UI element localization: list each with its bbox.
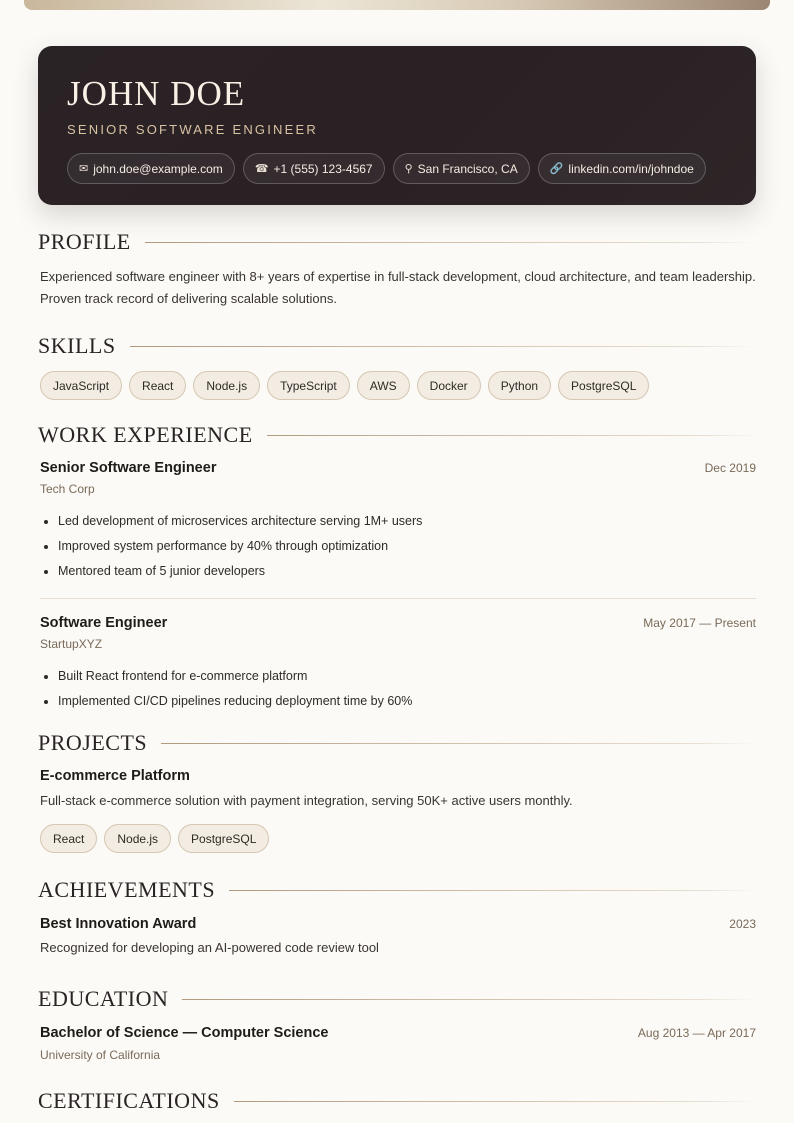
skill-tag: PostgreSQL bbox=[558, 371, 649, 400]
job-title: Senior Software Engineer bbox=[40, 460, 217, 476]
job-title: Software Engineer bbox=[40, 615, 168, 631]
skill-tag: TypeScript bbox=[267, 371, 350, 400]
skill-tag: Python bbox=[488, 371, 551, 400]
job-date: May 2017 — Present bbox=[643, 616, 756, 630]
skill-tag: Docker bbox=[417, 371, 481, 400]
contact-text: john.doe@example.com bbox=[93, 161, 223, 176]
job-bullets bbox=[38, 664, 756, 714]
achievement-entry bbox=[38, 916, 756, 959]
tech-tag: PostgreSQL bbox=[178, 824, 269, 853]
section-title: ACHIEVEMENTS bbox=[38, 877, 216, 902]
link-icon: 🔗 bbox=[549, 163, 564, 175]
education-entry bbox=[38, 1025, 756, 1062]
phone-icon: ☎ bbox=[254, 163, 269, 175]
school-name: University of California bbox=[40, 1048, 161, 1062]
job-entry bbox=[38, 615, 756, 714]
section-divider bbox=[145, 242, 756, 243]
contact-text: +1 (555) 123-4567 bbox=[273, 161, 373, 176]
achievement-date: 2023 bbox=[729, 917, 756, 931]
job-bullet: • Led development of microservices architecture serving 1M+ users bbox=[58, 509, 756, 534]
top-accent-bar bbox=[24, 0, 770, 10]
section-divider bbox=[182, 999, 756, 1000]
contact-text: linkedin.com/in/johndoe bbox=[568, 161, 694, 176]
section-divider bbox=[234, 1101, 756, 1102]
section-title: EDUCATION bbox=[38, 986, 169, 1011]
contact-text: San Francisco, CA bbox=[417, 161, 518, 176]
job-entry bbox=[38, 460, 756, 599]
job-bullet: • Implemented CI/CD pipelines reducing deployment time by 60% bbox=[58, 689, 756, 714]
section-divider bbox=[267, 435, 756, 436]
job-bullets bbox=[38, 509, 756, 584]
project-tags bbox=[38, 824, 756, 853]
certifications-section bbox=[38, 1088, 756, 1114]
job-date: Dec 2019 bbox=[704, 461, 756, 475]
location-pin-icon: ⚲ bbox=[404, 163, 413, 175]
education-date: Aug 2013 — Apr 2017 bbox=[637, 1026, 756, 1040]
skill-tags bbox=[38, 371, 756, 400]
skills-section bbox=[38, 333, 756, 400]
contact-location[interactable] bbox=[393, 153, 530, 184]
project-description: Full-stack e-commerce solution with payment integration, serving 50K+ active users monthly. bbox=[40, 793, 573, 808]
profile-section bbox=[38, 229, 756, 310]
skill-tag: React bbox=[129, 371, 186, 400]
job-bullet: • Mentored team of 5 junior developers bbox=[58, 559, 756, 584]
contact-linkedin[interactable] bbox=[538, 153, 706, 184]
job-bullet: • Built React frontend for e-commerce platform bbox=[58, 664, 756, 689]
section-divider bbox=[161, 743, 756, 744]
achievements-section bbox=[38, 877, 756, 959]
section-title: PROFILE bbox=[38, 229, 131, 254]
mail-icon: ✉ bbox=[79, 163, 89, 175]
candidate-name: JOHN DOE bbox=[67, 74, 246, 113]
section-divider bbox=[229, 890, 756, 891]
degree-title: Bachelor of Science — Computer Science bbox=[40, 1025, 329, 1041]
tech-tag: React bbox=[40, 824, 97, 853]
entry-divider bbox=[40, 598, 756, 599]
section-title: SKILLS bbox=[38, 333, 116, 358]
job-bullet: • Improved system performance by 40% through optimization bbox=[58, 534, 756, 559]
achievement-description: Recognized for developing an AI-powered code review tool bbox=[40, 940, 379, 955]
education-section bbox=[38, 986, 756, 1062]
skill-tag: Node.js bbox=[193, 371, 260, 400]
achievement-title: Best Innovation Award bbox=[40, 916, 197, 932]
section-title: PROJECTS bbox=[38, 730, 148, 755]
contact-email[interactable] bbox=[67, 153, 235, 184]
project-title: E-commerce Platform bbox=[40, 768, 190, 784]
tech-tag: Node.js bbox=[104, 824, 171, 853]
job-company: StartupXYZ bbox=[40, 637, 103, 651]
resume-header bbox=[38, 46, 756, 205]
skill-tag: AWS bbox=[357, 371, 410, 400]
section-divider bbox=[130, 346, 756, 347]
job-company: Tech Corp bbox=[40, 482, 95, 496]
candidate-role: SENIOR SOFTWARE ENGINEER bbox=[67, 122, 318, 137]
section-title: WORK EXPERIENCE bbox=[38, 422, 253, 447]
experience-section bbox=[38, 422, 756, 714]
contact-list bbox=[67, 153, 727, 184]
contact-phone[interactable] bbox=[243, 153, 385, 184]
project-entry bbox=[38, 768, 756, 853]
profile-summary: Experienced software engineer with 8+ years of expertise in full-stack development, cloud architecture, and team leadership. Proven track record of delivering scalable solutions. bbox=[40, 269, 756, 306]
projects-section bbox=[38, 730, 756, 853]
skill-tag: JavaScript bbox=[40, 371, 122, 400]
section-title: CERTIFICATIONS bbox=[38, 1088, 220, 1113]
